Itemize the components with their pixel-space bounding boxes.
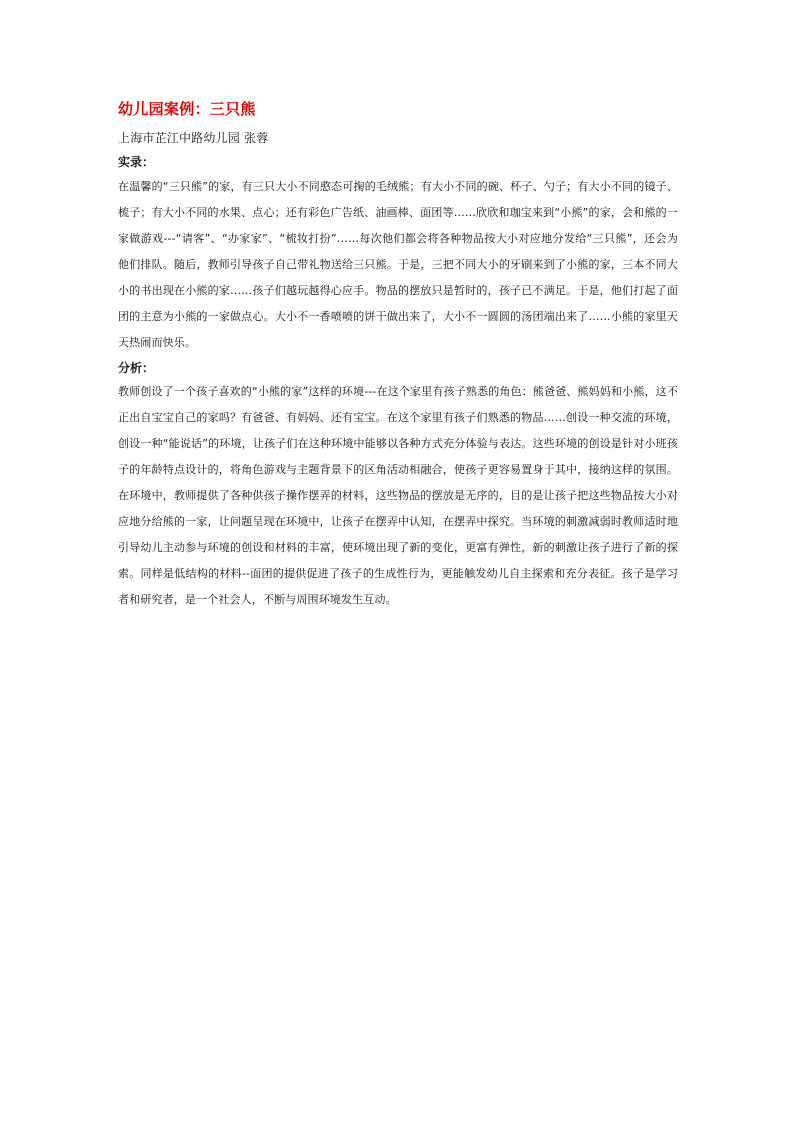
section-body-analysis: 教师创设了一个孩子喜欢的“小熊的家”这样的环境---在这个家里有孩子熟悉的角色：熊爸爸、熊妈妈和小熊，这不正出自宝宝自己的家吗？有爸爸、有妈妈、还有宝宝。在这个家里有孩子们熟悉的物品……创设一种交流的环境，创设一种“能说话”的环境，让孩子们在这种环境中能够以各种方式充分体验与表达。这些环境的创设是针对小班孩子的年龄特点设计的，将角色游戏与主题背景下的区角活动相融合，使孩子更容易置身于其中，接纳这样的氛围。在环境中，教师提供了各种供孩子操作摆弄的材料，这些物品的摆放是无序的，目的是让孩子把这些物品按大小对应地分给熊的一家，让问题呈现在环境中，让孩子在摆弄中认知，在摆弄中探究。当环境的刺激减弱时教师适时地引导幼儿主动参与环境的创设和材料的丰富，使环境出现了新的变化，更富有弹性，新的刺激让孩子进行了新的探索。同样是低结构的材料--面团的提供促进了孩子的生成性行为，更能触发幼儿自主探索和充分表征。孩子是学习者和研究者，是一个社会人，不断与周围环境发生互动。	[118, 385, 678, 606]
section-body-record: 在温馨的“三只熊”的家，有三只大小不同憨态可掬的毛绒熊；有大小不同的碗、杯子、勺子；有大小不同的镜子、梳子；有大小不同的水果、点心；还有彩色广告纸、油画棒、面团等……欣欣和珈宝来到“小熊”的家，会和熊的一家做游戏---“请客”、“办家家”、“梳妆打扮”……每次他们都会将各种物品按大小对应地分发给“三只熊”，还会为他们排队。随后，教师引导孩子自己带礼物送给三只熊。于是，三把不同大小的牙刷来到了小熊的家，三本不同大小的书出现在小熊的家……孩子们越玩越得心应手。物品的摆放只是暂时的，孩子已不满足。于是，他们打起了面团的主意为小熊的一家做点心。大小不一香喷喷的饼干做出来了，大小不一圆圆的汤团端出来了……小熊的家里天天热闹而快乐。	[118, 180, 678, 349]
document-page	[118, 96, 678, 613]
section-heading-analysis: 分析：	[118, 361, 155, 375]
author-line: 上海市芷江中路幼儿园 张蓉	[118, 131, 269, 145]
section-heading-record: 实录：	[118, 155, 155, 169]
document-title: 幼儿园案例：三只熊	[118, 100, 256, 118]
